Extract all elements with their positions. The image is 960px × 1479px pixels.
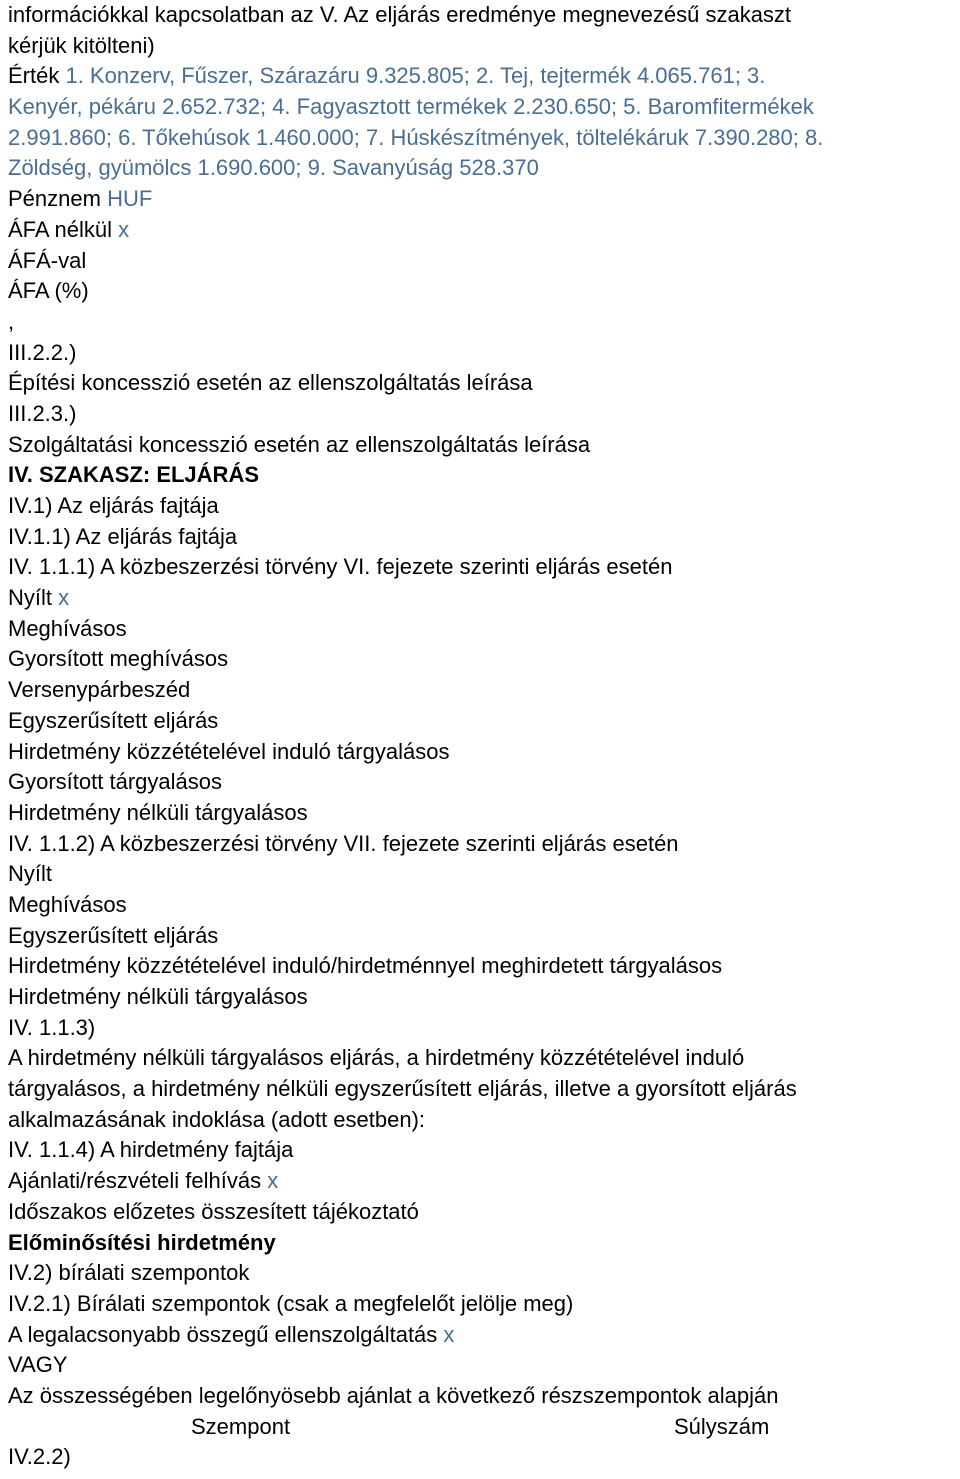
option-line: Nyílt bbox=[8, 861, 52, 887]
text-line: VAGY bbox=[8, 1352, 68, 1378]
criteria-header-row bbox=[8, 1412, 954, 1443]
section-title: IV. 1.1.2) A közbeszerzési törvény VII. fejezete szerinti eljárás esetén bbox=[8, 830, 679, 856]
option-line: Előminősítési hirdetmény bbox=[8, 1229, 276, 1255]
option-line: Egyszerűsített eljárás bbox=[8, 922, 219, 948]
value-line bbox=[8, 61, 954, 92]
section-heading: IV. SZAKASZ: ELJÁRÁS bbox=[8, 462, 260, 488]
text-line: alkalmazásának indoklása (adott esetben): bbox=[8, 1106, 426, 1132]
section-title: IV.2.1) Bírálati szempontok (csak a megfelelőt jelölje meg) bbox=[8, 1290, 574, 1316]
section-title: Szolgáltatási koncesszió esetén az ellenszolgáltatás leírása bbox=[8, 431, 591, 457]
option-line: ÁFA (%) bbox=[8, 278, 89, 304]
text-line: információkkal kapcsolatban az V. Az eljárás eredménye megnevezésű szakaszt bbox=[8, 2, 792, 27]
field-label: Pénznem bbox=[8, 186, 108, 212]
option-line: Gyorsított tárgyalásos bbox=[8, 769, 222, 795]
value-line: Zöldség, gyümölcs 1.690.600; 9. Savanyúság 528.370 bbox=[8, 155, 539, 181]
option-line: Meghívásos bbox=[8, 891, 127, 917]
option-label: ÁFA nélkül bbox=[8, 216, 119, 242]
criteria-column-header: Szempont bbox=[191, 1413, 291, 1439]
text-line: , bbox=[8, 308, 15, 334]
text-line: tárgyalásos, a hirdetmény nélküli egyszerűsített eljárás, illetve a gyorsított eljárás bbox=[8, 1076, 797, 1102]
section-title: IV.2) bírálati szempontok bbox=[8, 1260, 250, 1286]
option-line: Hirdetmény nélküli tárgyalásos bbox=[8, 984, 308, 1009]
option-label: Nyílt bbox=[8, 585, 59, 611]
document-page bbox=[8, 0, 954, 1473]
option-line: Versenypárbeszéd bbox=[8, 677, 191, 703]
option-line: Hirdetmény közzétételével induló/hirdetménnyel meghirdetett tárgyalásos bbox=[8, 953, 723, 979]
field-value: 1. Konzerv, Fűszer, Szárazáru 9.325.805; 2. Tej, tejtermék 4.065.761; 3. bbox=[65, 63, 766, 89]
section-title: IV. 1.1.4) A hirdetmény fajtája bbox=[8, 1137, 294, 1163]
selected-mark: x bbox=[58, 585, 70, 611]
selected-mark: x bbox=[267, 1168, 279, 1194]
option-label: Ajánlati/részvételi felhívás bbox=[8, 1168, 268, 1194]
section-number: III.2.3.) bbox=[8, 400, 77, 426]
option-line bbox=[8, 215, 954, 246]
weight-column-header: Súlyszám bbox=[674, 1413, 770, 1439]
option-line: Az összességében legelőnyösebb ajánlat a következő részszempontok alapján bbox=[8, 1382, 779, 1408]
option-line bbox=[8, 1320, 954, 1351]
text-line: A hirdetmény nélküli tárgyalásos eljárás, a hirdetmény közzétételével induló bbox=[8, 1045, 745, 1071]
text-line: kérjük kitölteni) bbox=[8, 32, 155, 58]
option-line bbox=[8, 1166, 954, 1197]
option-line: Hirdetmény nélküli tárgyalásos bbox=[8, 799, 308, 825]
field-label: Érték bbox=[8, 63, 66, 89]
option-line: Hirdetmény közzétételével induló tárgyalásos bbox=[8, 738, 450, 764]
section-title: Építési koncesszió esetén az ellenszolgáltatás leírása bbox=[8, 370, 533, 396]
option-line bbox=[8, 583, 954, 614]
value-line: 2.991.860; 6. Tőkehúsok 1.460.000; 7. Húskészítmények, töltelékáruk 7.390.280; 8. bbox=[8, 124, 824, 150]
value-line: Kenyér, pékáru 2.652.732; 4. Fagyasztott termékek 2.230.650; 5. Baromfitermékek bbox=[8, 94, 814, 120]
section-title: IV.1) Az eljárás fajtája bbox=[8, 493, 219, 518]
section-number: III.2.2.) bbox=[8, 339, 77, 365]
option-label: A legalacsonyabb összegű ellenszolgáltatás bbox=[8, 1321, 444, 1347]
option-line: ÁFÁ-val bbox=[8, 247, 87, 273]
currency-value: HUF bbox=[107, 186, 153, 212]
option-line: Időszakos előzetes összesített tájékoztató bbox=[8, 1198, 419, 1224]
section-title: IV. 1.1.1) A közbeszerzési törvény VI. fejezete szerinti eljárás esetén bbox=[8, 554, 673, 580]
option-line: Egyszerűsített eljárás bbox=[8, 707, 219, 733]
section-title: IV.1.1) Az eljárás fajtája bbox=[8, 523, 238, 549]
currency-line bbox=[8, 184, 954, 215]
section-number: IV. 1.1.3) bbox=[8, 1014, 96, 1040]
selected-mark: x bbox=[443, 1321, 455, 1347]
selected-mark: x bbox=[118, 216, 130, 242]
option-line: Gyorsított meghívásos bbox=[8, 646, 229, 672]
option-line: Meghívásos bbox=[8, 615, 127, 641]
section-number: IV.2.2) bbox=[8, 1444, 71, 1470]
